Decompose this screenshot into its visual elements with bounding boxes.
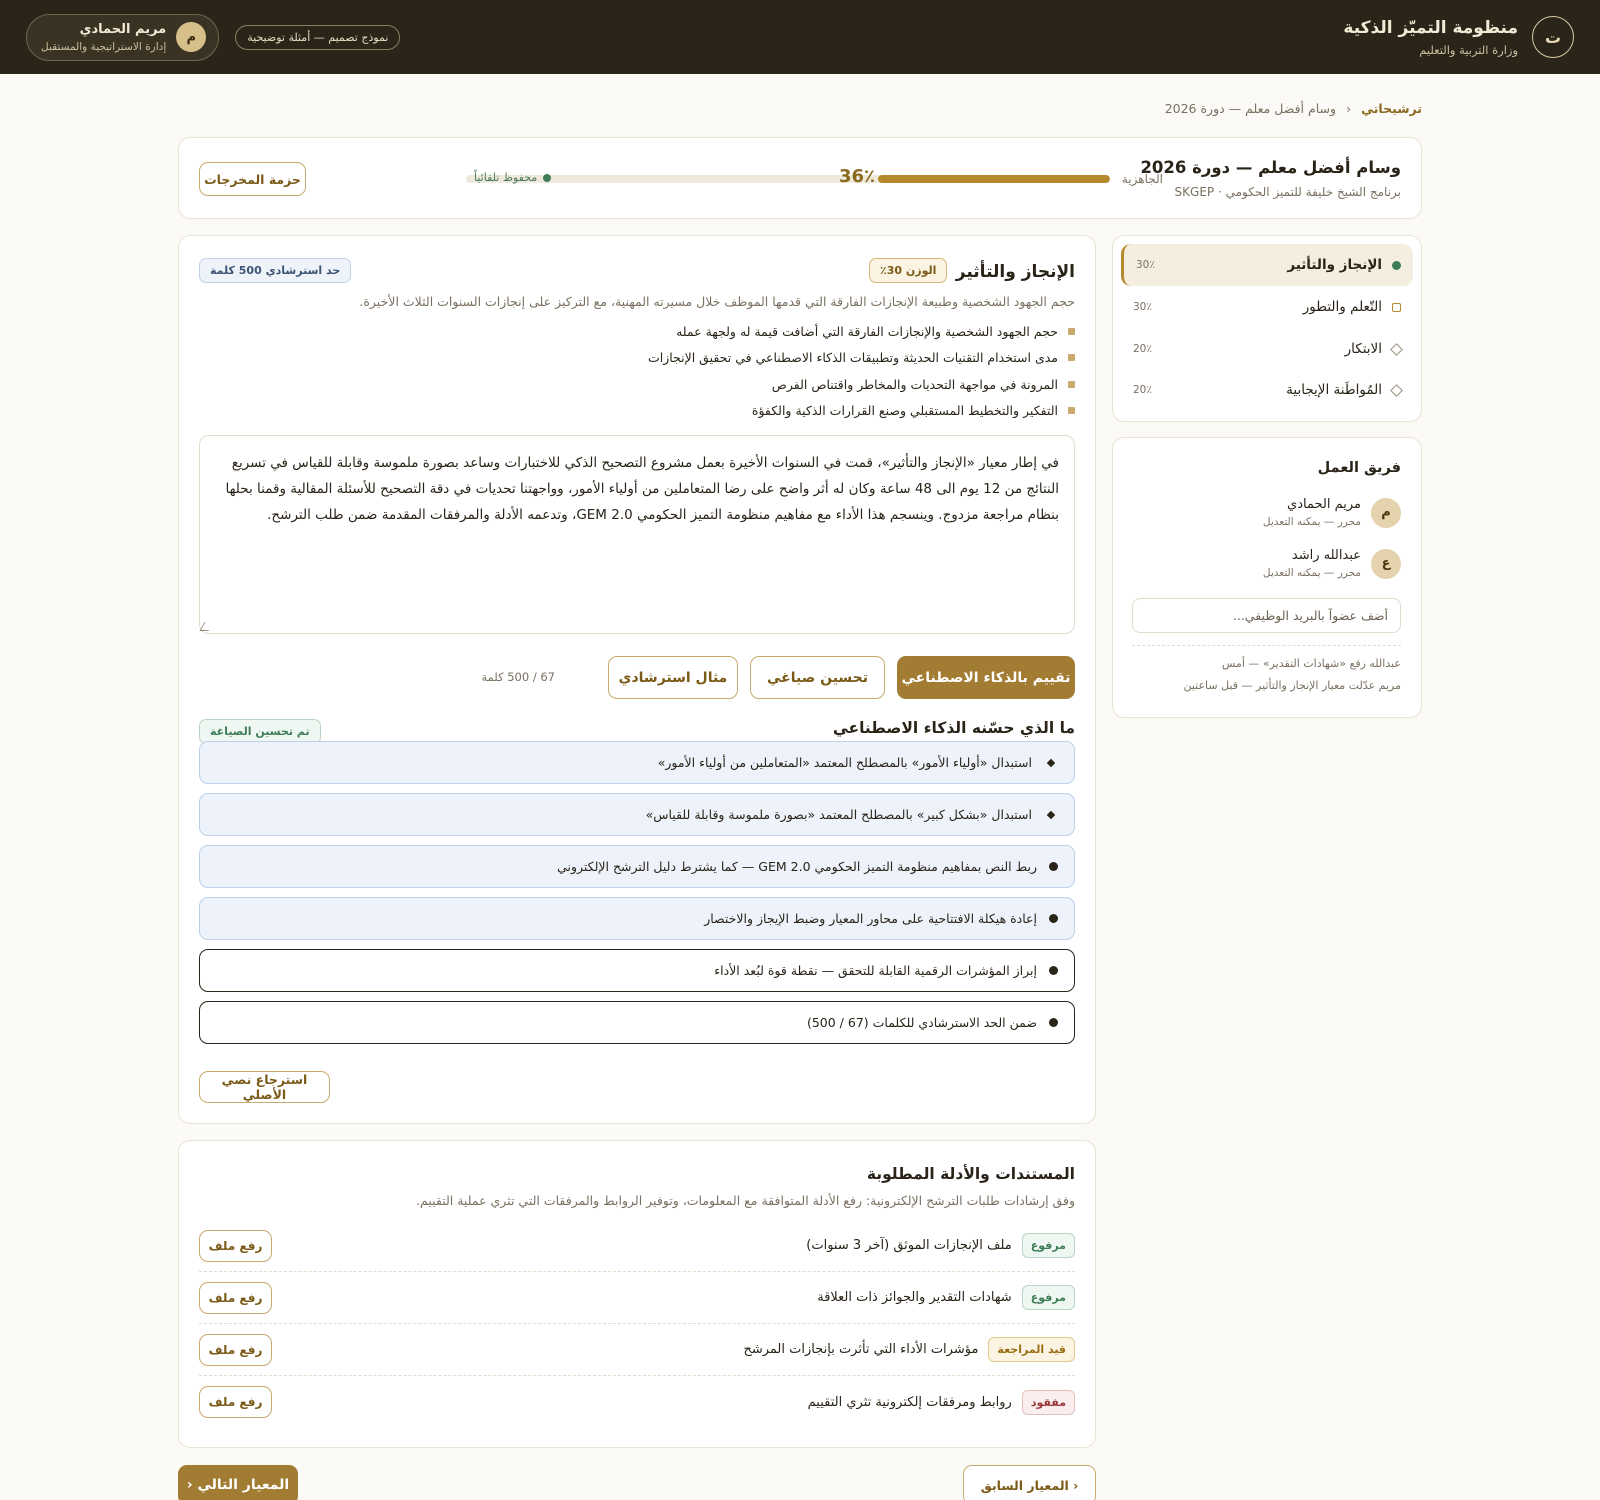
- upload-file-button[interactable]: رفع ملف: [199, 1282, 272, 1314]
- ai-change-text: إعادة هيكلة الافتتاحية على محاور المعيار وضبط الإيجاز والاختصار: [704, 911, 1037, 926]
- member-name: مريم الحمادي: [1287, 497, 1361, 512]
- document-label: روابط ومرفقات إلكترونية تثري التقييم: [807, 1394, 1012, 1410]
- criteria-nav-weight: 20٪: [1133, 384, 1153, 396]
- document-label: مؤشرات الأداء التي تأثرت بإنجازات المرشح: [743, 1342, 979, 1357]
- axis-text: المرونة في مواجهة التحديات والمخاطر واقتناص الفرص: [771, 376, 1058, 392]
- breadcrumb-current: وسام أفضل معلم — دورة 2026: [1164, 101, 1337, 116]
- criteria-nav-weight: 30٪: [1133, 301, 1153, 313]
- criteria-nav-weight: 30٪: [1136, 259, 1156, 271]
- status-badge: مفقود: [1022, 1390, 1075, 1415]
- document-label: ملف الإنجازات الموثق (آخر 3 سنوات): [806, 1238, 1012, 1253]
- upload-file-button[interactable]: رفع ملف: [199, 1334, 272, 1366]
- criteria-nav-weight: 20٪: [1133, 343, 1153, 355]
- criteria-nav-label: الإنجاز والتأثير: [1287, 257, 1382, 273]
- criteria-nav-label: الابتكار: [1344, 341, 1382, 357]
- breadcrumb: [1165, 101, 1422, 116]
- ai-change-text: إبراز المؤشرات الرقمية القابلة للتحقق — نقطة قوة لبُعد الأداء: [714, 963, 1037, 978]
- ai-change-item: [199, 949, 1075, 992]
- documents-description: وفق إرشادات طلبات الترشح الإلكترونية: رفع الأدلة المتوافقة مع المعلومات، وتوفير الروابط والمرفقات التي تثري عملية التقييم.: [416, 1193, 1075, 1208]
- user-department: إدارة الاستراتيجية والمستقبل: [41, 40, 167, 53]
- essay-text: في إطار معيار «الإنجاز والتأثير»، قمت في السنوات الأخيرة بعمل مشروع التصحيح الذكي للاختبارات وساعد بصورة ملموسة وقابلة للقياس في تسريع النتائج من 12 يوم الى 48 ساعة وكان له أثر واضح على رضا المتعاملين من أولياء الأمور، وواجهتنا تحديات في دقة التصحيح للأسئلة المقالية وقمنا بحلها بنظام مراجعة مزدوج. وينسجم هذا الأداء مع مفاهيم منظومة التميز الحكومي GEM 2.0، وتدعمه الأدلة والمرفقات المقدمة ضمن طلب الترشح.: [225, 455, 1059, 523]
- essay-textarea[interactable]: [199, 435, 1075, 634]
- next-criterion-button[interactable]: المعيار التالي ‹: [178, 1465, 298, 1500]
- avatar: ع: [1371, 549, 1401, 579]
- circle-bullet-icon: [1049, 1018, 1058, 1027]
- criterion-editor: [178, 235, 1096, 1124]
- document-label: شهادات التقدير والجوائز ذات العلاقة: [817, 1290, 1012, 1305]
- example-button[interactable]: مثال استرشادي: [608, 656, 738, 699]
- ai-change-item: [199, 793, 1075, 836]
- criteria-nav-item-achievement[interactable]: [1121, 244, 1413, 286]
- team-member: [1263, 548, 1401, 579]
- word-counter: 67 / 500 كلمة: [481, 670, 555, 684]
- bullet-icon: [1068, 328, 1075, 335]
- ai-change-text: ربط النص بمفاهيم منظومة التميز الحكومي GEM 2.0 — كما يشترط دليل الترشح الإلكتروني: [557, 859, 1037, 874]
- criteria-nav-item-innovation[interactable]: [1121, 328, 1413, 370]
- previous-criterion-button[interactable]: ‹ المعيار السابق: [963, 1465, 1096, 1500]
- breadcrumb-root-link[interactable]: ترشيحاتي: [1361, 101, 1422, 116]
- top-bar-actions: [26, 14, 400, 61]
- criteria-nav: [1112, 235, 1422, 422]
- readiness-progress-bar: [466, 175, 1110, 183]
- activity-item: مريم عدّلت معيار الإنجاز والتأثير — قبل ساعتين: [1183, 679, 1401, 692]
- saved-dot-icon: [543, 174, 551, 182]
- criteria-nav-label: التّعلم والتطور: [1302, 299, 1382, 315]
- avatar: م: [176, 22, 206, 52]
- criteria-nav-item-learning[interactable]: [1121, 286, 1413, 328]
- divider: [1132, 645, 1401, 646]
- axis-text: التفكير والتخطيط المستقبلي وصنع القرارات الذكية والكفؤة: [751, 403, 1058, 419]
- member-role: محرر — يمكنه التعديل: [1262, 567, 1361, 579]
- status-badge: مرفوع: [1022, 1233, 1075, 1258]
- output-package-button[interactable]: حزمة المخرجات: [199, 162, 306, 196]
- ai-changes-title: ما الذي حسّنه الذكاء الاصطناعي: [832, 719, 1075, 737]
- list-item: [648, 371, 1075, 398]
- document-row: [199, 1324, 1075, 1376]
- circle-bullet-icon: [1049, 914, 1058, 923]
- user-name: مريم الحمادي: [79, 21, 167, 37]
- document-row: [199, 1272, 1075, 1324]
- list-item: [648, 318, 1075, 345]
- readiness-percent: 36٪: [839, 166, 876, 187]
- axis-text: مدى استخدام التقنيات الحديثة وتطبيقات الذكاء الاصطناعي في تحقيق الإنجازات: [647, 350, 1058, 366]
- criterion-description: حجم الجهود الشخصية وطبيعة الإنجازات الفارقة التي قدمها الموظف خلال مسيرته المهنية، مع التركيز على إنجازات السنوات الثلاث الأخيرة.: [359, 294, 1075, 309]
- avatar: م: [1371, 498, 1401, 528]
- documents-title: المستندات والأدلة المطلوبة: [866, 1165, 1075, 1183]
- axis-text: حجم الجهود الشخصية والإنجازات الفارقة التي أضافت قيمة له ولجهة عمله: [676, 323, 1058, 339]
- ai-change-text: استبدال «أولياء الأمور» بالمصطلح المعتمد «المتعاملين من أولياء الأمور»: [657, 755, 1032, 770]
- ai-change-text: ضمن الحد الاسترشادي للكلمات (67 / 500): [806, 1015, 1037, 1030]
- bullet-icon: [1068, 407, 1075, 414]
- circle-bullet-icon: [1049, 862, 1058, 871]
- criterion-title: الإنجاز والتأثير: [955, 262, 1075, 282]
- invite-member-input[interactable]: [1132, 598, 1401, 633]
- ai-change-item: [199, 897, 1075, 940]
- in-progress-square-icon: [1392, 303, 1401, 312]
- brand[interactable]: [1343, 16, 1574, 58]
- upload-file-button[interactable]: رفع ملف: [199, 1230, 272, 1262]
- app-title: منظومة التميّز الذكية: [1343, 17, 1518, 38]
- autosave-status: [474, 171, 551, 184]
- nomination-header: [178, 137, 1422, 219]
- word-limit-badge: حد استرشادي 500 كلمة: [199, 258, 351, 283]
- top-bar: [0, 0, 1600, 74]
- empty-diamond-icon: [1390, 343, 1403, 356]
- ai-evaluate-button[interactable]: تقييم بالذكاء الاصطناعي: [897, 656, 1075, 699]
- team-title: فريق العمل: [1317, 460, 1401, 476]
- improved-badge: تم تحسين الصياغة: [199, 719, 321, 744]
- nomination-subtitle: برنامج الشيخ خليفة للتميز الحكومي · SKGEP: [1174, 185, 1401, 199]
- bullet-icon: [1068, 354, 1075, 361]
- upload-file-button[interactable]: رفع ملف: [199, 1386, 272, 1418]
- status-badge: قيد المراجعة: [988, 1337, 1075, 1362]
- member-name: عبدالله راشد: [1291, 548, 1361, 563]
- brand-logo: ت: [1532, 16, 1574, 58]
- app-subtitle: وزارة التربية والتعليم: [1419, 42, 1518, 57]
- diamond-bullet-icon: [1047, 758, 1055, 766]
- documents-panel: [178, 1140, 1096, 1448]
- activity-item: عبدالله رفع «شهادات التقدير» — أمس: [1221, 657, 1401, 670]
- diamond-bullet-icon: [1047, 810, 1055, 818]
- resize-handle-icon[interactable]: [199, 622, 213, 631]
- criteria-nav-item-citizenship[interactable]: [1121, 369, 1413, 411]
- nomination-title: وسام أفضل معلم — دورة 2026: [1140, 158, 1401, 177]
- ai-change-item: [199, 845, 1075, 888]
- ai-change-text: استبدال «بشكل كبير» بالمصطلح المعتمد «بصورة ملموسة وقابلة للقياس»: [645, 807, 1032, 822]
- readiness-label: الجاهزية: [1121, 172, 1163, 186]
- demo-chip: نموذج تصميم — أمثلة توضيحية: [235, 25, 400, 50]
- member-role: محرر — يمكنه التعديل: [1262, 516, 1361, 528]
- weight-badge: الوزن 30٪: [869, 258, 947, 283]
- empty-diamond-icon: [1390, 384, 1403, 397]
- complete-dot-icon: [1392, 261, 1401, 270]
- restore-original-button[interactable]: استرجاع نصي الأصلي: [199, 1071, 330, 1103]
- readiness-progress-fill: [878, 175, 1110, 183]
- user-menu[interactable]: [26, 14, 219, 61]
- document-row: [199, 1376, 1075, 1428]
- criteria-nav-label: المُواطَنة الإيجابية: [1286, 382, 1382, 398]
- status-badge: مرفوع: [1022, 1285, 1075, 1310]
- ai-change-item: [199, 741, 1075, 784]
- team-panel: [1112, 437, 1422, 718]
- breadcrumb-separator: ‹: [1346, 101, 1352, 116]
- circle-bullet-icon: [1049, 966, 1058, 975]
- criterion-axes-list: [648, 318, 1075, 424]
- list-item: [648, 345, 1075, 372]
- improve-wording-button[interactable]: تحسين صياغي: [750, 656, 885, 699]
- autosave-label: محفوظ تلقائياً: [474, 171, 538, 184]
- ai-change-item: [199, 1001, 1075, 1044]
- bullet-icon: [1068, 381, 1075, 388]
- document-row: [199, 1220, 1075, 1272]
- list-item: [648, 398, 1075, 425]
- team-member: [1263, 497, 1401, 528]
